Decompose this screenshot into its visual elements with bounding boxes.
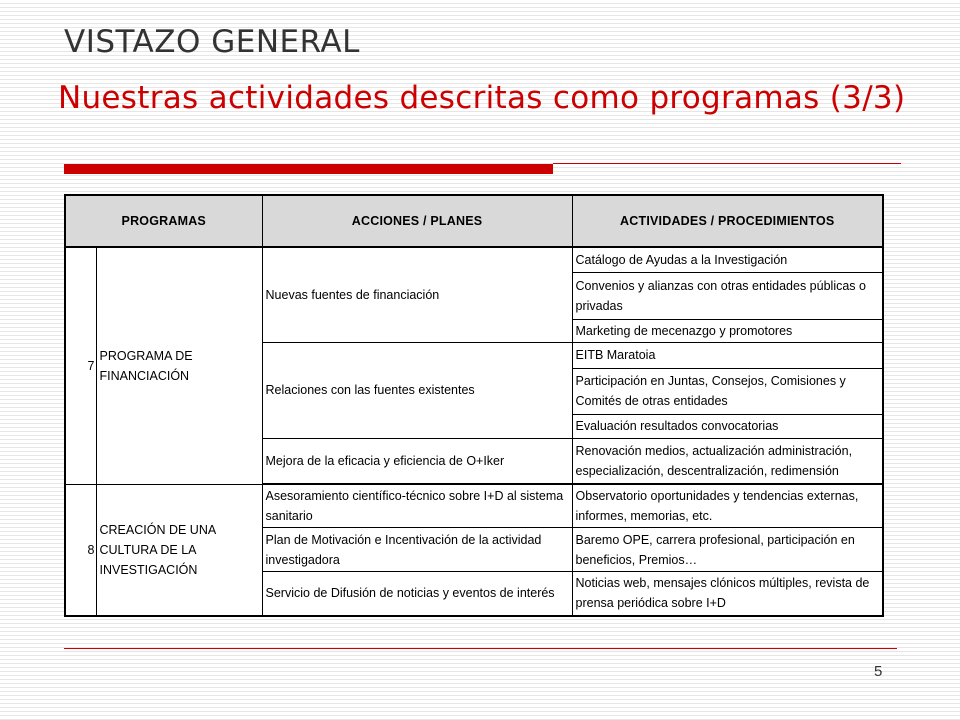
section-title: VISTAZO GENERAL xyxy=(64,24,360,60)
page-number: 5 xyxy=(874,663,883,680)
column-header-actividades: ACTIVIDADES / PROCEDIMIENTOS xyxy=(572,195,883,247)
activity-cell: Evaluación resultados convocatorias xyxy=(572,414,883,438)
table-row xyxy=(65,247,883,272)
column-header-programas: PROGRAMAS xyxy=(65,195,262,247)
footer-rule xyxy=(64,648,897,649)
activity-cell: Marketing de mecenazgo y promotores xyxy=(572,319,883,342)
activity-cell: Catálogo de Ayudas a la Investigación xyxy=(572,247,883,272)
action-cell: Relaciones con las fuentes existentes xyxy=(262,342,572,438)
program-number: 7 xyxy=(65,247,96,484)
program-name: CREACIÓN DE UNA CULTURA DE LA INVESTIGACIÓN xyxy=(96,484,262,616)
activity-cell: EITB Maratoia xyxy=(572,342,883,368)
activity-cell: Convenios y alianzas con otras entidades públicas o privadas xyxy=(572,272,883,319)
action-cell: Mejora de la eficacia y eficiencia de O+Iker xyxy=(262,438,572,484)
action-cell: Plan de Motivación e Incentivación de la actividad investigadora xyxy=(262,528,572,572)
action-cell: Asesoramiento científico-técnico sobre I+D al sistema sanitario xyxy=(262,484,572,528)
activity-cell: Noticias web, mensajes clónicos múltiples, revista de prensa periódica sobre I+D xyxy=(572,572,883,616)
action-cell: Nuevas fuentes de financiación xyxy=(262,247,572,342)
table-header-row xyxy=(65,195,883,247)
column-header-acciones: ACCIONES / PLANES xyxy=(262,195,572,247)
programs-table xyxy=(64,194,884,617)
slide-subtitle: Nuestras actividades descritas como programas (3/3) xyxy=(58,80,906,116)
activity-cell: Renovación medios, actualización administración, especialización, descentralización, redimensión xyxy=(572,438,883,484)
accent-rule-thin xyxy=(553,163,901,164)
action-cell: Servicio de Difusión de noticias y eventos de interés xyxy=(262,572,572,616)
table-row xyxy=(65,484,883,528)
activity-cell: Baremo OPE, carrera profesional, participación en beneficios, Premios… xyxy=(572,528,883,572)
program-number: 8 xyxy=(65,484,96,616)
activity-cell: Observatorio oportunidades y tendencias externas, informes, memorias, etc. xyxy=(572,484,883,528)
accent-rule-thick xyxy=(64,164,553,174)
program-name: PROGRAMA DE FINANCIACIÓN xyxy=(96,247,262,484)
activity-cell: Participación en Juntas, Consejos, Comisiones y Comités de otras entidades xyxy=(572,368,883,414)
